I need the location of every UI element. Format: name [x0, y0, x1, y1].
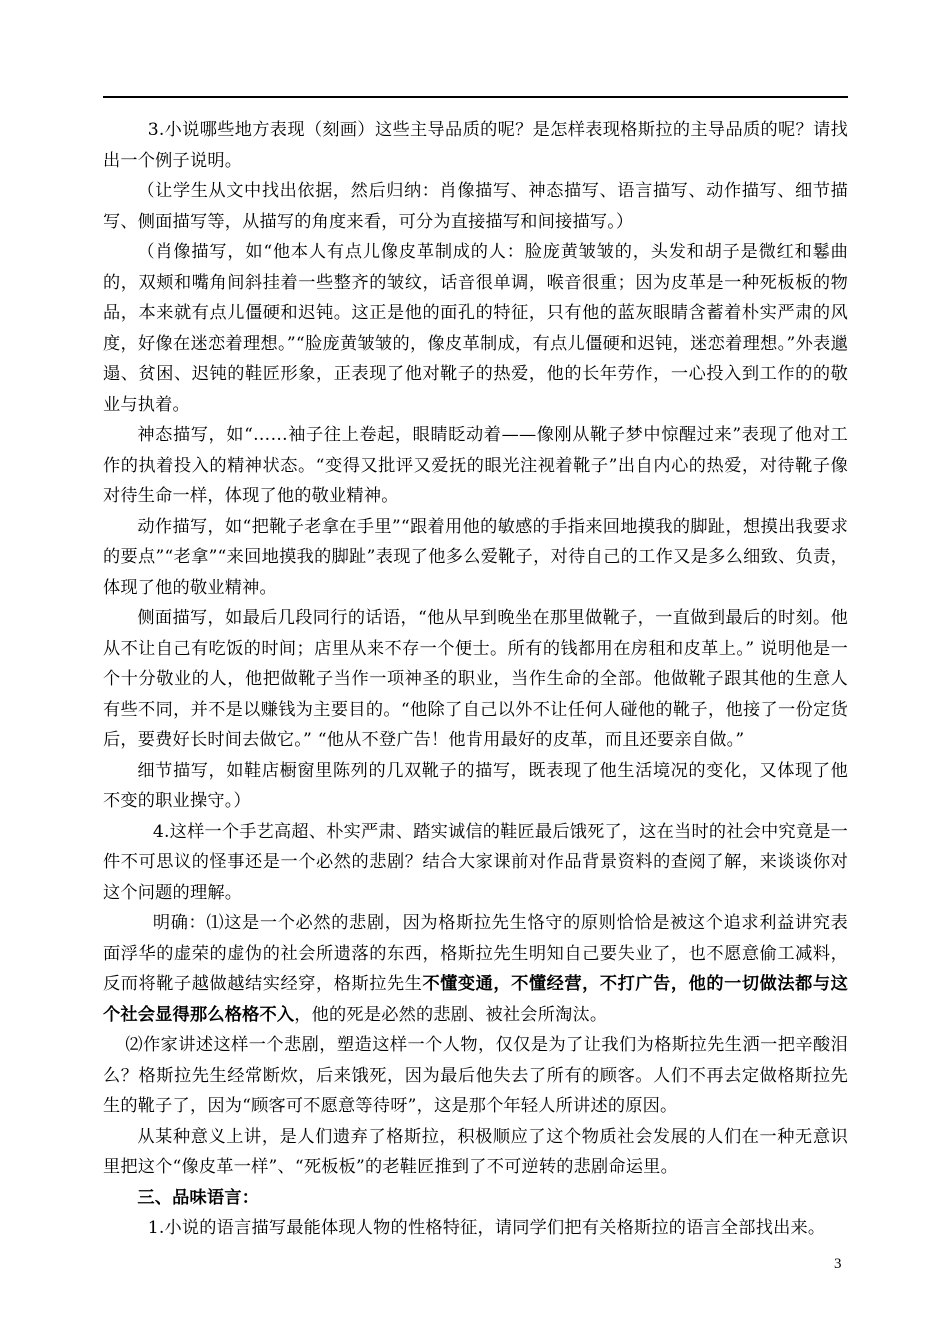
answer-1-paragraph	[103, 908, 848, 1030]
question-4: 4.这样一个手艺高超、朴实严肃、踏实诚信的鞋匠最后饿死了，这在当时的社会中究竟是一件不可思议的怪事还是一个必然的悲剧？结合大家课前对作品背景资料的查阅了解，来谈谈你对这个问题的理解。	[103, 821, 848, 903]
portrait-description-paragraph: （肖像描写，如“他本人有点儿像皮革制成的人：脸庞黄皱皱的，头发和胡子是微红和鬈曲的，双颊和嘴角间斜挂着一些整齐的皱纹，话音很单调，喉音很重；因为皮革是一种死板板的物品，本来就有点儿僵硬和迟钝。这正是他的面孔的特征，只有他的蓝灰眼睛含蓄着朴实严肃的风度，好像在迷恋着理想。”“脸庞黄皱皱的，像皮革制成，有点儿僵硬和迟钝，迷恋着理想。”外表邋遢、贫困、迟钝的鞋匠形象，正表现了他对靴子的热爱，他的长年劳作，一心投入到工作的的敬业与执着。	[103, 242, 848, 415]
question-3: 3.小说哪些地方表现（刻画）这些主导品质的呢？是怎样表现格斯拉的主导品质的呢？请找出一个例子说明。	[103, 120, 848, 171]
document-body	[103, 115, 848, 1244]
language-question-1: 1.小说的语言描写最能体现人物的性格特征，请同学们把有关格斯拉的语言全部找出来。	[147, 1218, 826, 1238]
answer-2-paragraph: ⑵作家讲述这样一个悲剧，塑造这样一个人物，仅仅是为了让我们为格斯拉先生洒一把辛酸泪么？格斯拉先生经常断炊，后来饿死，因为最后他失去了所有的顾客。人们不再去定做格斯拉先生的靴子了，因为“顾客可不愿意等待呀”，这是那个年轻人所讲述的原因。	[103, 1035, 848, 1116]
header-rule	[103, 96, 848, 98]
question-3-guide: （让学生从文中找出依据，然后归纳：肖像描写、神态描写、语言描写、动作描写、细节描写、侧面描写等，从描写的角度来看，可分为直接描写和间接描写。）	[103, 181, 848, 232]
answer-1-bold-text: 不懂变通，不懂经营，不打广告，他的一切做法都与这个社会显得那么格格不入	[103, 974, 848, 1025]
action-description-paragraph: 动作描写，如“把靴子老拿在手里”“跟着用他的敏感的手指来回地摸我的脚趾，想摸出我要求的要点”“老拿”“来回地摸我的脚趾”表现了他多么爱靴子，对待自己的工作又是多么细致、负责，体现了他的敬业精神。	[103, 516, 848, 598]
expression-description-paragraph: 神态描写，如“……袖子往上卷起，眼睛眨动着——像刚从靴子梦中惊醒过来”表现了他对工作的执着投入的精神状态。“变得又批评又爱抚的眼光注视着靴子”出自内心的热爱，对待靴子像对待生命一样，体现了他的敬业精神。	[103, 425, 848, 506]
side-description-paragraph: 侧面描写，如最后几段同行的话语，“他从早到晚坐在那里做靴子，一直做到最后的时刻。他从不让自己有吃饭的时间；店里从来不存一个便士。所有的钱都用在房租和皮革上。” 说明他是一个十分敬业的人，他把做靴子当作一项神圣的职业，当作生命的全部。他做靴子跟其他的生意人有些不同，并不是以赚钱为主要目的。“他除了自己以外不让任何人碰他的靴子，他接了一份定货后，要费好长时间去做它。” “他从不登广告！他肯用最好的皮革，而且还要亲自做。”	[103, 608, 848, 750]
conclusion-paragraph: 从某种意义上讲，是人们遗弃了格斯拉，积极顺应了这个物质社会发展的人们在一种无意识里把这个“像皮革一样”、“死板板”的老鞋匠推到了不可逆转的悲剧命运里。	[103, 1126, 848, 1177]
answer-1-prefix: 明确：⑴这是一个必然的悲剧，因为格斯拉先生恪守的原则恰恰是被这个追求利益讲究表面浮华的虚荣的虚伪的社会所遗落的东西，格斯拉先生明知自己要失业了，也不愿意偷工减料，反而将靴子越做越结实经穿，格斯拉先生	[103, 913, 848, 994]
section-heading: 三、品味语言：	[137, 1187, 260, 1208]
detail-description-paragraph: 细节描写，如鞋店橱窗里陈列的几双靴子的描写，既表现了他生活境况的变化，又体现了他不变的职业操守。）	[103, 760, 848, 811]
answer-1-suffix: ，他的死是必然的悲剧、被社会所淘汰。	[294, 1004, 608, 1025]
page-number: 3	[834, 1256, 842, 1272]
